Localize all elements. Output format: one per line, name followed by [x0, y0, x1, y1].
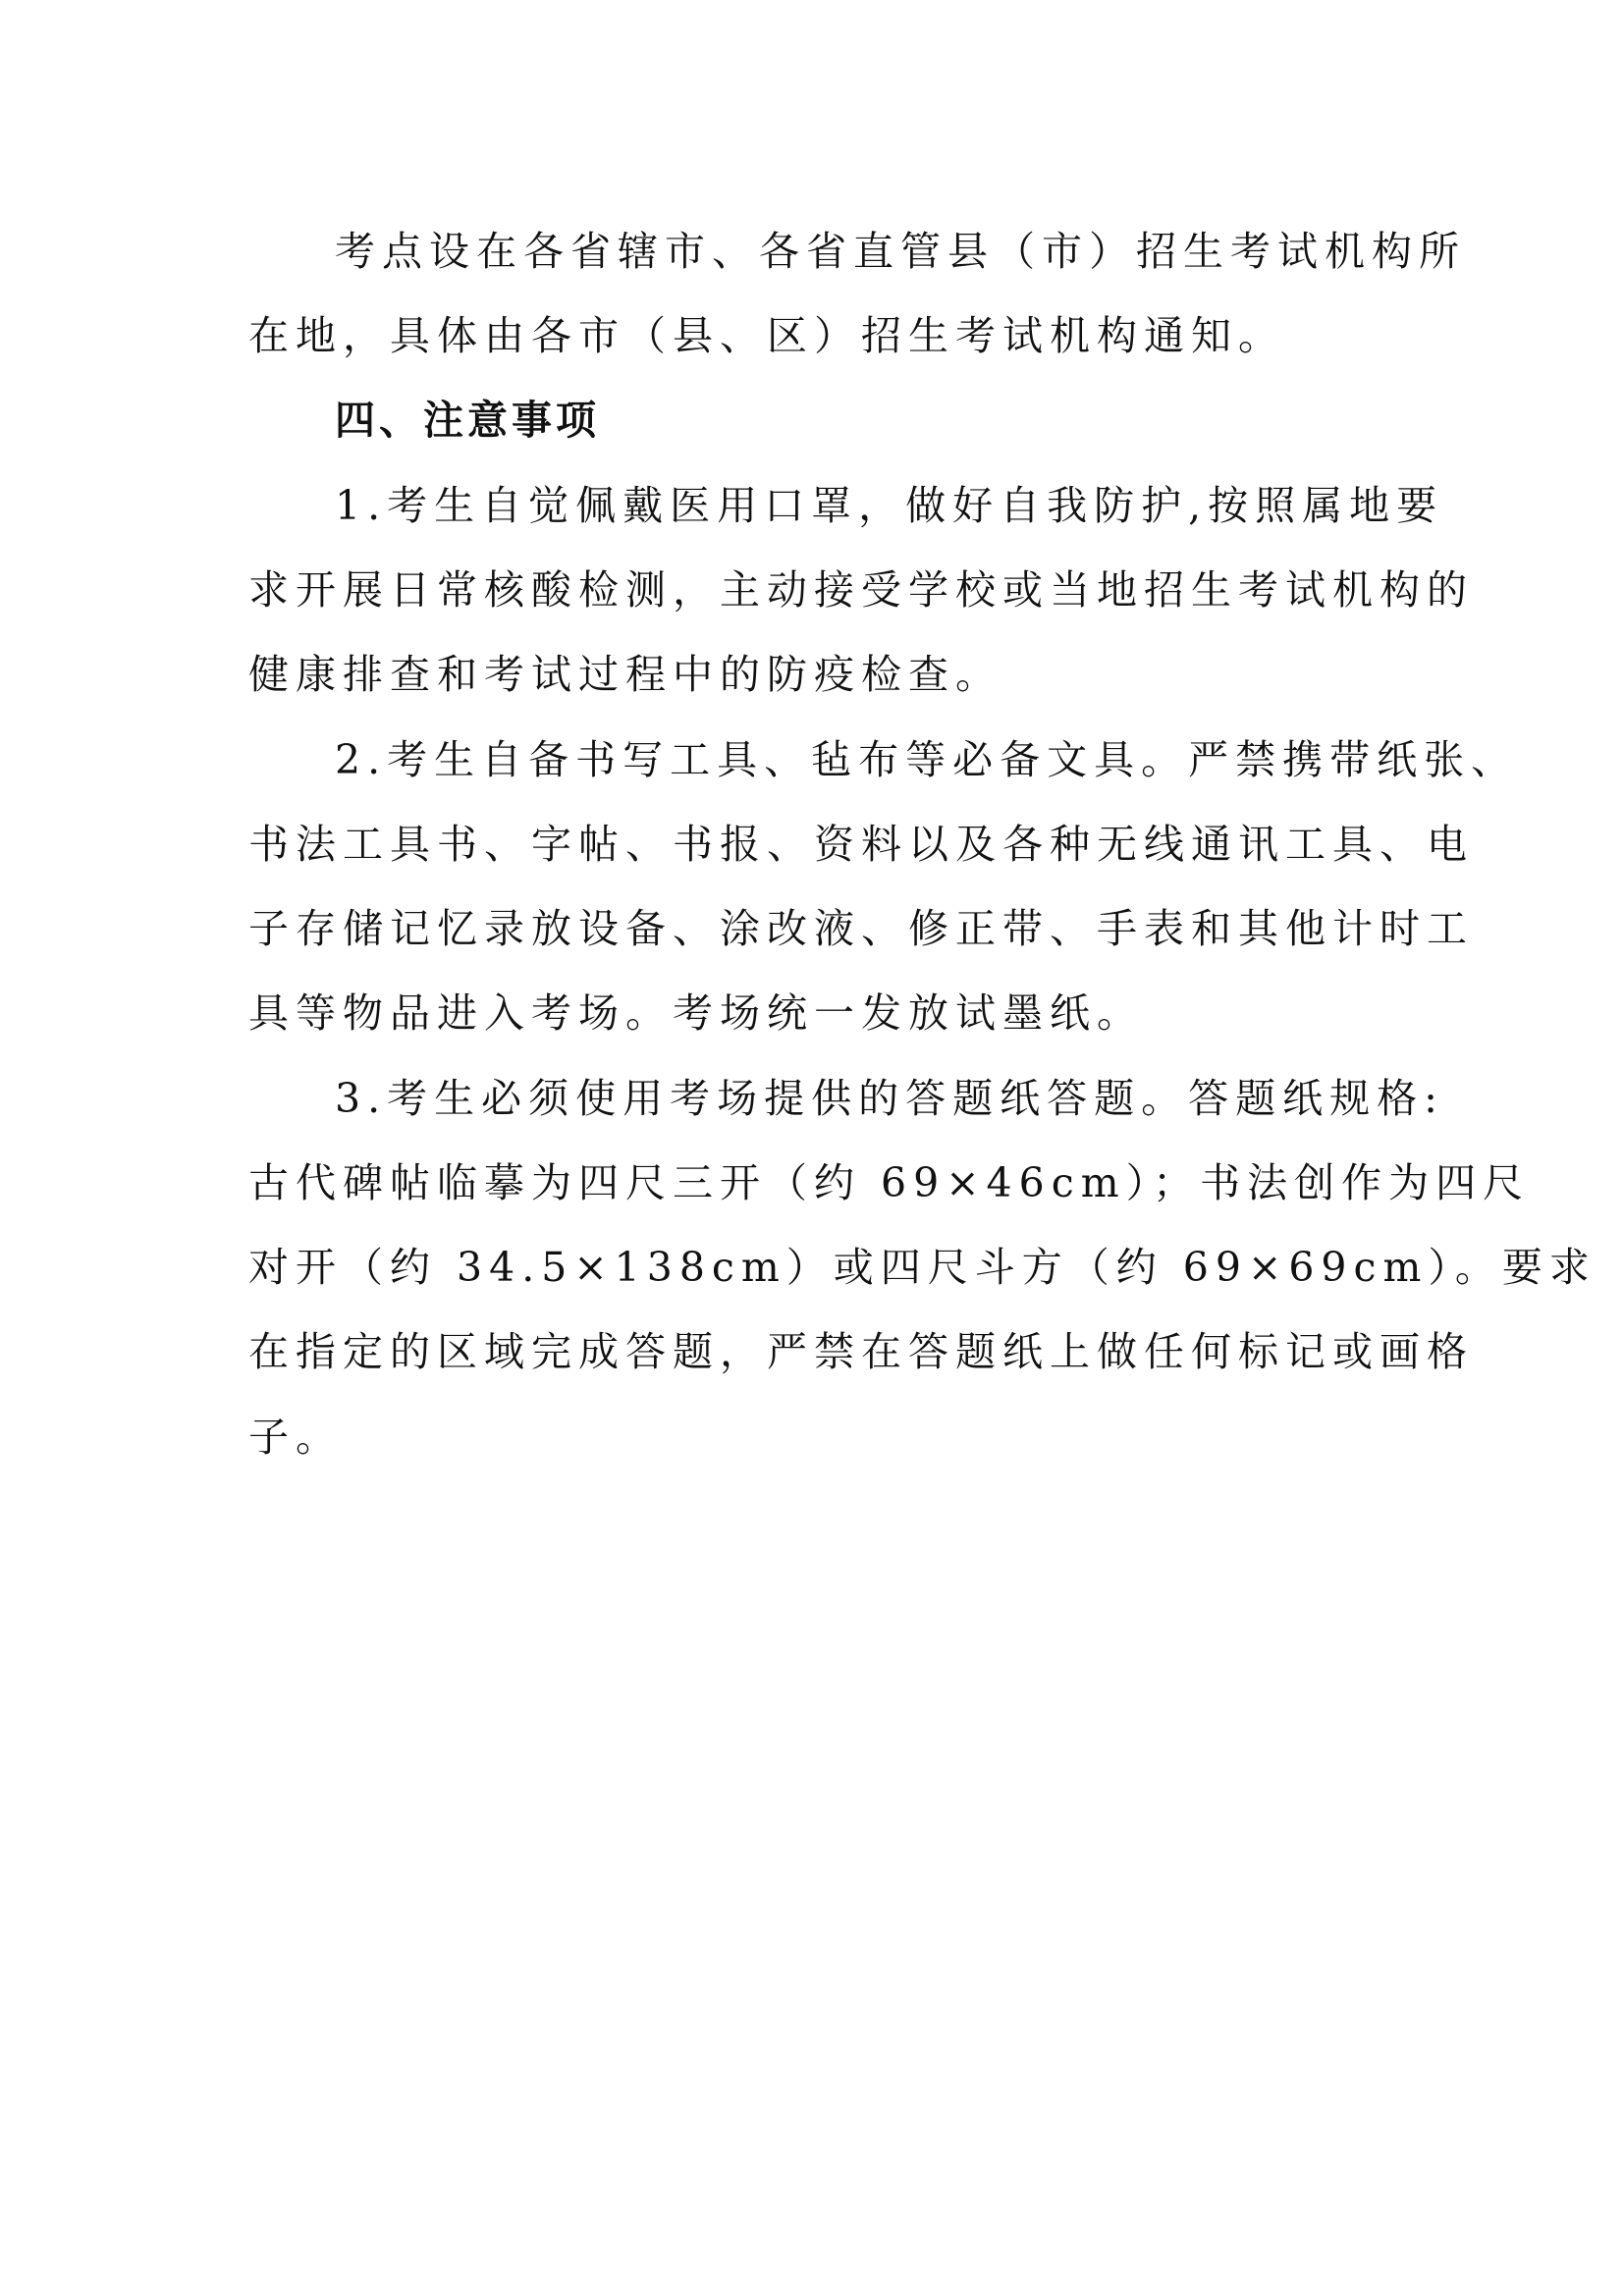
text-line: 具等物品进入考场。考场统一发放试墨纸。 — [248, 989, 1144, 1037]
text-line: 在地，具体由各市（县、区）招生考试机构通知。 — [248, 312, 1285, 359]
text-line: 2.考生自备书写工具、毡布等必备文具。严禁携带纸张、 — [335, 736, 1519, 783]
text-line: 对开（约 34.5×138cm）或四尺斗方（约 69×69cm）。要求 — [248, 1244, 1596, 1291]
text-line: 1.考生自觉佩戴医用口罩，做好自我防护,按照属地要 — [335, 482, 1444, 529]
text-line: 考点设在各省辖市、各省直管县（市）招生考试机构所 — [335, 228, 1466, 275]
text-line: 3.考生必须使用考场提供的答题纸答题。答题纸规格: — [335, 1075, 1444, 1122]
text-line: 健康排查和考试过程中的防疫检查。 — [248, 651, 1002, 698]
text-line: 古代碑帖临摹为四尺三开（约 69×46cm）；书法创作为四尺 — [248, 1159, 1531, 1206]
section-heading: 四、注意事项 — [335, 397, 600, 444]
text-line: 在指定的区域完成答题，严禁在答题纸上做任何标记或画格 — [248, 1328, 1474, 1375]
text-line: 求开展日常核酸检测，主动接受学校或当地招生考试机构的 — [248, 566, 1474, 614]
text-line: 子。 — [248, 1414, 343, 1461]
text-line: 书法工具书、字帖、书报、资料以及各种无线通讯工具、电 — [248, 821, 1474, 868]
text-line: 子存储记忆录放设备、涂改液、修正带、手表和其他计时工 — [248, 905, 1474, 952]
